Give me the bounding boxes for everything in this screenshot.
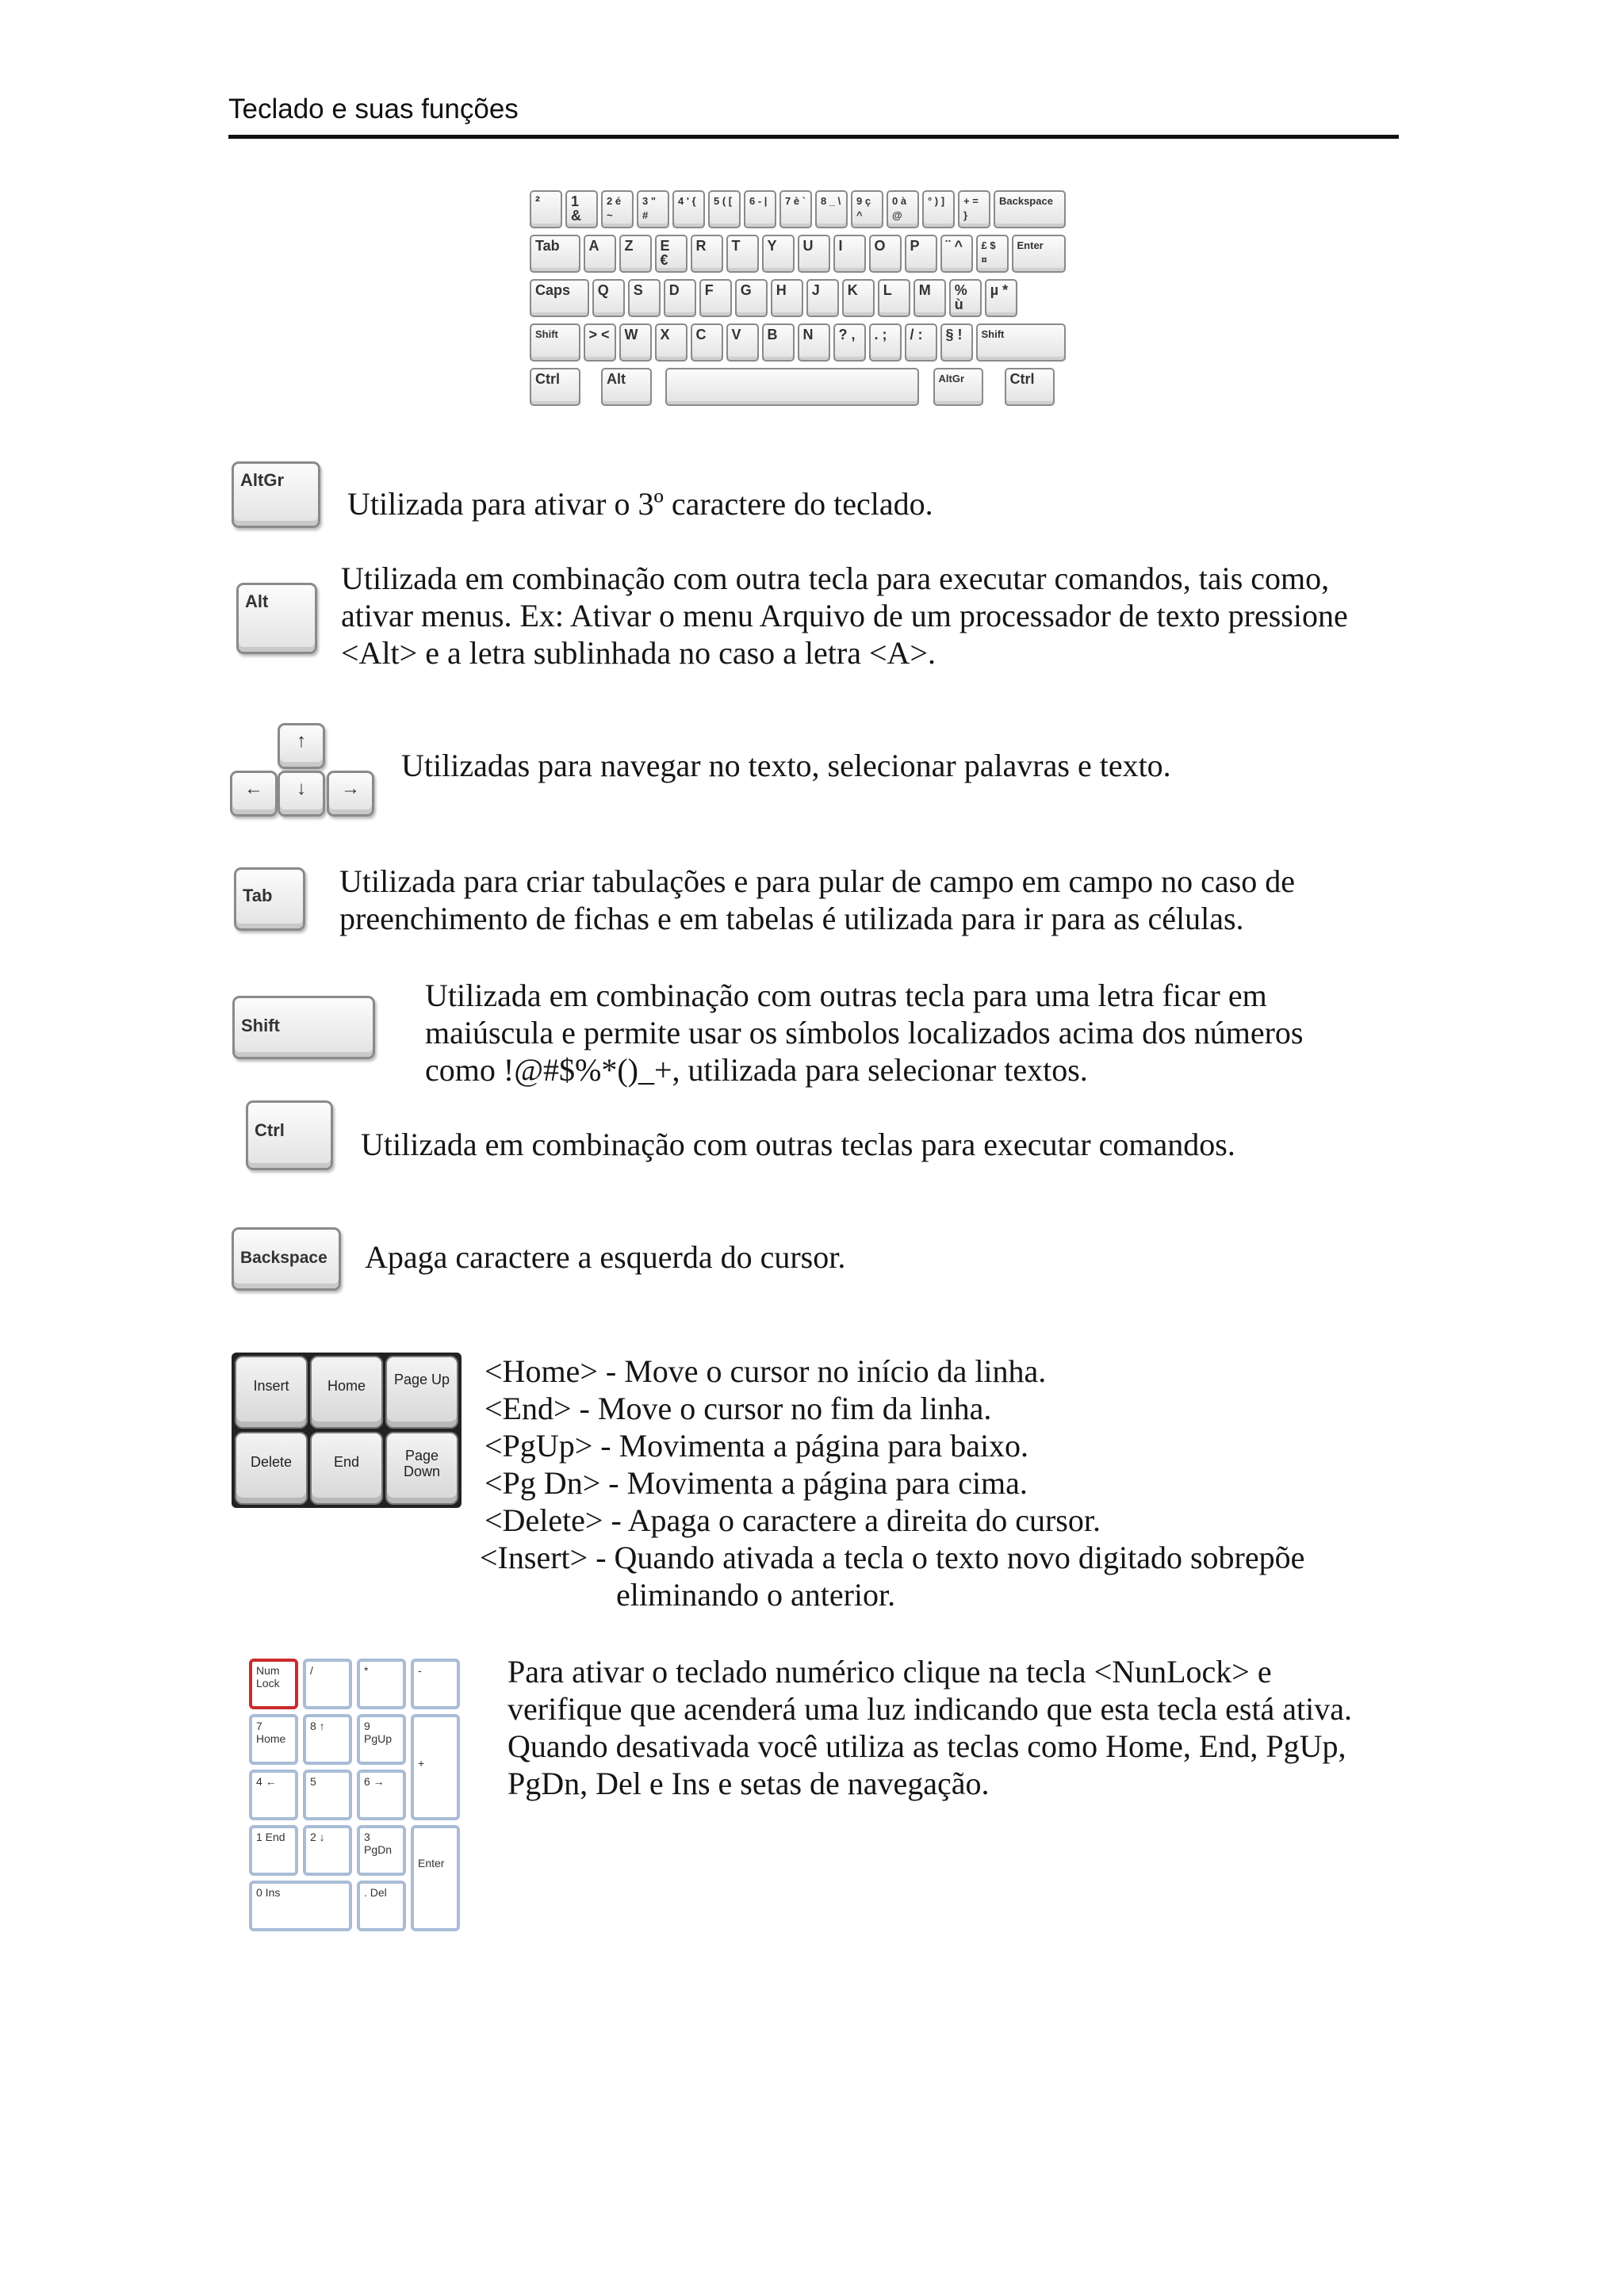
text-line: eliminando o anterior. bbox=[616, 1577, 896, 1613]
keyboard-key: ? , bbox=[833, 323, 866, 362]
keyboard-key: E € bbox=[655, 235, 688, 273]
text-line: PgDn, Del e Ins e setas de navegação. bbox=[508, 1766, 990, 1801]
text-line: Utilizada para criar tabulações e para pular de campo em campo no caso de bbox=[339, 863, 1295, 899]
keyboard-key: Ctrl bbox=[1005, 368, 1055, 406]
text-line: Para ativar o teclado numérico clique na tecla <NunLock> e bbox=[508, 1654, 1272, 1689]
arrows-description bbox=[401, 747, 1171, 784]
num0-key: 0 Ins bbox=[249, 1881, 352, 1931]
keyboard-key: N bbox=[798, 323, 830, 362]
keyboard-key: S bbox=[628, 279, 661, 317]
keyboard-illustration bbox=[530, 190, 1093, 408]
keyboard-key: 8 _ \ bbox=[815, 190, 848, 228]
numpad-block bbox=[247, 1657, 469, 1947]
keyboard-key: A bbox=[584, 235, 616, 273]
alt-description bbox=[341, 560, 1348, 672]
keyboard-key: 0 à @ bbox=[887, 190, 919, 228]
keyboard-key: W bbox=[619, 323, 652, 362]
text-line: <Home> - Move o cursor no início da linha. bbox=[485, 1353, 1047, 1389]
text-line: maiúscula e permite usar os símbolos localizados acima dos números bbox=[425, 1015, 1304, 1050]
delete-key: Delete bbox=[235, 1432, 308, 1505]
text-line: <Pg Dn> - Movimenta a página para cima. bbox=[485, 1465, 1028, 1501]
num5-key: 5 bbox=[303, 1770, 352, 1820]
keyboard-key: V bbox=[726, 323, 759, 362]
keyboard-key: Shift bbox=[976, 323, 1066, 362]
keyboard-key: K bbox=[842, 279, 875, 317]
keyboard-key bbox=[665, 368, 919, 406]
shift-key: Shift bbox=[232, 996, 375, 1059]
numlock-key: Num Lock bbox=[249, 1659, 298, 1709]
keyboard-key: X bbox=[655, 323, 688, 362]
text-line: verifique que acenderá uma luz indicando que esta tecla está ativa. bbox=[508, 1691, 1353, 1727]
keyboard-key: Caps bbox=[530, 279, 589, 317]
keyboard-key: Z bbox=[619, 235, 652, 273]
keyboard-key: Y bbox=[762, 235, 795, 273]
num1-key: 1 End bbox=[249, 1825, 298, 1876]
keyboard-key: . ; bbox=[869, 323, 902, 362]
num7-key: 7 Home bbox=[249, 1714, 298, 1765]
page-header: Teclado e suas funções bbox=[228, 94, 519, 124]
arrow-down-key: ↓ bbox=[278, 771, 325, 817]
keyboard-key: T bbox=[726, 235, 759, 273]
keyboard-key: B bbox=[762, 323, 795, 362]
page-up-key: Page Up bbox=[385, 1356, 458, 1429]
keyboard-key: Enter bbox=[1012, 235, 1066, 273]
keyboard-key: 9 ç ^ bbox=[851, 190, 883, 228]
keyboard-key: D bbox=[664, 279, 696, 317]
keyboard-key: J bbox=[806, 279, 839, 317]
text-line: <Insert> - Quando ativada a tecla o texto novo digitado sobrepõe bbox=[480, 1540, 1305, 1575]
keyboard-key: O bbox=[869, 235, 902, 273]
keyboard-key: 7 è ` bbox=[779, 190, 812, 228]
keyboard-key: P bbox=[905, 235, 937, 273]
alt-key: Alt bbox=[236, 583, 317, 654]
shift-description bbox=[425, 977, 1304, 1089]
altgr-description bbox=[347, 485, 933, 522]
keyboard-key: £ $ ¤ bbox=[976, 235, 1009, 273]
keyboard-key: Shift bbox=[530, 323, 580, 362]
text-line: Quando desativada você utiliza as teclas como Home, End, PgUp, bbox=[508, 1728, 1346, 1764]
keyboard-key: Alt bbox=[601, 368, 652, 406]
keyboard-key: > < bbox=[584, 323, 616, 362]
altgr-key: AltGr bbox=[232, 461, 320, 528]
keyboard-key: 1 & bbox=[565, 190, 598, 228]
insert-key: Insert bbox=[235, 1356, 308, 1429]
arrow-left-key: ← bbox=[230, 771, 278, 817]
text-line: Utilizada para ativar o 3º caractere do teclado. bbox=[347, 486, 933, 522]
text-line: <Delete> - Apaga o caractere a direita do cursor. bbox=[485, 1502, 1101, 1538]
end-key: End bbox=[310, 1432, 383, 1505]
keyboard-key: + = } bbox=[958, 190, 990, 228]
num8-key: 8 ↑ bbox=[303, 1714, 352, 1765]
keyboard-key: 3 " # bbox=[637, 190, 669, 228]
text-line: Apaga caractere a esquerda do cursor. bbox=[365, 1239, 846, 1275]
text-line: Utilizada em combinação com outra tecla para executar comandos, tais como, bbox=[341, 561, 1330, 596]
keyboard-key: AltGr bbox=[933, 368, 984, 406]
keyboard-key: Q bbox=[592, 279, 625, 317]
text-line: preenchimento de fichas e em tabelas é utilizada para ir para as células. bbox=[339, 901, 1244, 936]
keyboard-key: R bbox=[691, 235, 723, 273]
keyboard-key: % ù bbox=[949, 279, 982, 317]
keyboard-key: F bbox=[699, 279, 732, 317]
slash-key: / bbox=[303, 1659, 352, 1709]
arrow-up-key: ↑ bbox=[278, 723, 325, 769]
keyboard-key: ¨ ^ bbox=[940, 235, 973, 273]
keyboard-key: 5 ( [ bbox=[708, 190, 741, 228]
num3-key: 3 PgDn bbox=[357, 1825, 406, 1876]
keyboard-key: Tab bbox=[530, 235, 580, 273]
keyboard-key: / : bbox=[905, 323, 937, 362]
page-down-key: Page Down bbox=[385, 1432, 458, 1505]
text-line: ativar menus. Ex: Ativar o menu Arquivo de um processador de texto pressione bbox=[341, 598, 1348, 633]
keyboard-key: 4 ' { bbox=[672, 190, 705, 228]
backspace-key: Backspace bbox=[232, 1227, 341, 1291]
keyboard-key: Ctrl bbox=[530, 368, 580, 406]
ctrl-description bbox=[361, 1126, 1235, 1163]
text-line: Utilizada em combinação com outras teclas para executar comandos. bbox=[361, 1127, 1235, 1162]
text-line: <End> - Move o cursor no fim da linha. bbox=[485, 1391, 992, 1426]
star-key: * bbox=[357, 1659, 406, 1709]
keyboard-key: ° ) ] bbox=[922, 190, 955, 228]
header-rule bbox=[228, 135, 1399, 139]
keyboard-key: µ * bbox=[985, 279, 1017, 317]
arrow-right-key: → bbox=[327, 771, 374, 817]
text-line: Utilizadas para navegar no texto, selecionar palavras e texto. bbox=[401, 748, 1171, 783]
minus-key: - bbox=[411, 1659, 460, 1709]
keyboard-key: 6 - | bbox=[744, 190, 776, 228]
keyboard-key: L bbox=[878, 279, 910, 317]
keyboard-key: § ! bbox=[940, 323, 973, 362]
ctrl-key: Ctrl bbox=[246, 1100, 333, 1170]
keyboard-key: 2 é ~ bbox=[601, 190, 634, 228]
keyboard-key: Backspace bbox=[994, 190, 1066, 228]
text-line: Utilizada em combinação com outras tecla para uma letra ficar em bbox=[425, 978, 1267, 1013]
num6-key: 6 → bbox=[357, 1770, 406, 1820]
text-line: <PgUp> - Movimenta a página para baixo. bbox=[485, 1428, 1029, 1464]
keyboard-key: I bbox=[833, 235, 866, 273]
home-key: Home bbox=[310, 1356, 383, 1429]
plus-key: + bbox=[411, 1714, 460, 1820]
keyboard-key: M bbox=[914, 279, 946, 317]
keyboard-key: U bbox=[798, 235, 830, 273]
num4-key: 4 ← bbox=[249, 1770, 298, 1820]
numpad-description bbox=[508, 1653, 1352, 1802]
nav-description bbox=[480, 1353, 1304, 1613]
backspace-description bbox=[365, 1238, 845, 1276]
num9-key: 9 PgUp bbox=[357, 1714, 406, 1765]
keyboard-key: ² bbox=[530, 190, 562, 228]
num-dot-key: . Del bbox=[357, 1881, 406, 1931]
text-line: <Alt> e a letra sublinhada no caso a letra <A>. bbox=[341, 635, 936, 671]
keyboard-key: H bbox=[771, 279, 803, 317]
numpad-enter-key: Enter bbox=[411, 1825, 460, 1931]
tab-description bbox=[339, 863, 1295, 937]
nav-keys-block bbox=[232, 1353, 462, 1508]
keyboard-key: G bbox=[735, 279, 768, 317]
text-line: como !@#$%*()_+, utilizada para selecionar textos. bbox=[425, 1052, 1088, 1088]
num2-key: 2 ↓ bbox=[303, 1825, 352, 1876]
keyboard-key: C bbox=[691, 323, 723, 362]
tab-key: Tab bbox=[234, 867, 305, 931]
